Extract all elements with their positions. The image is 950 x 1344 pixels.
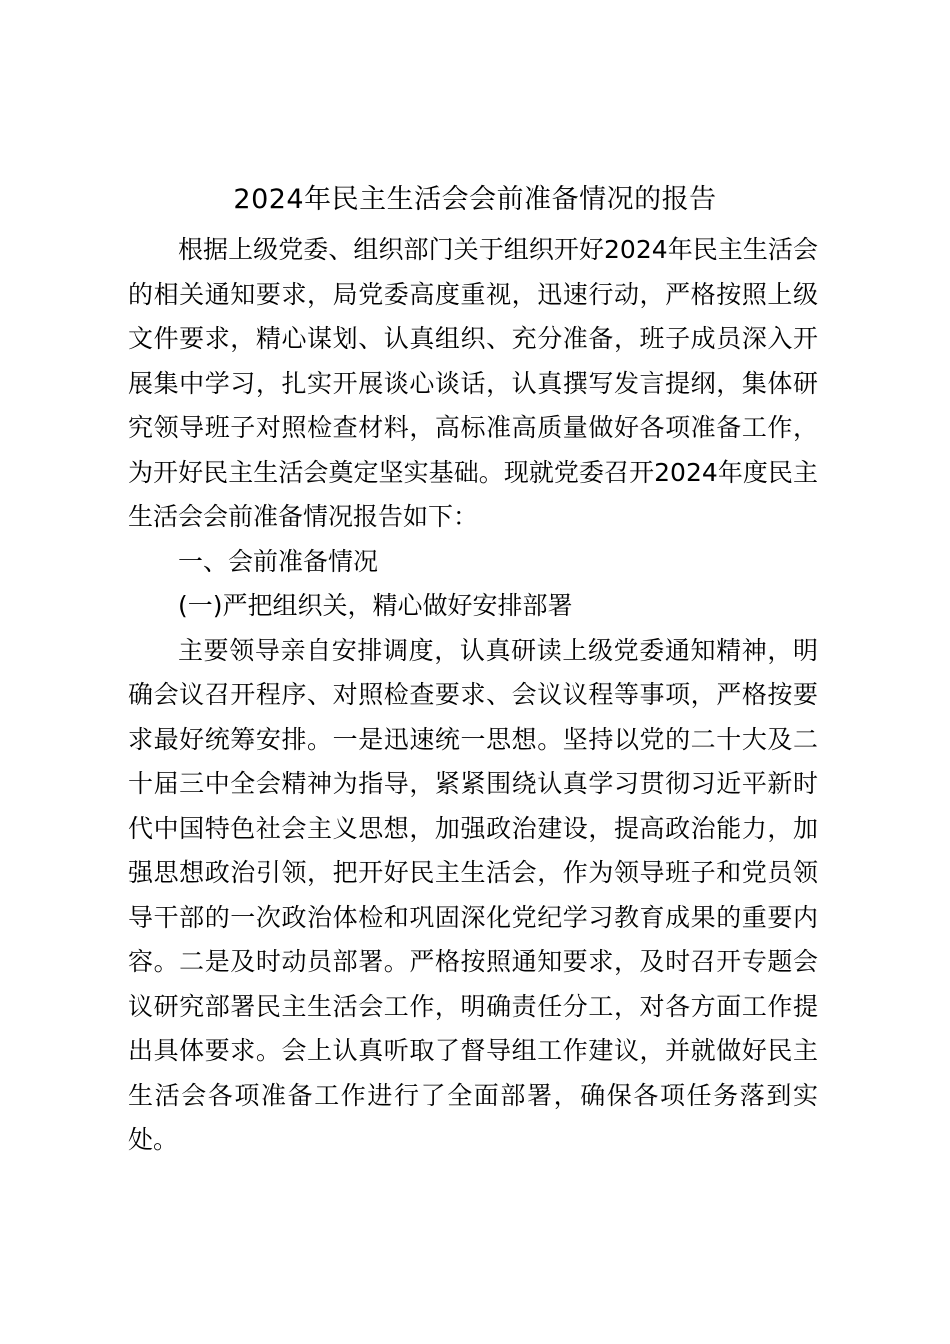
document-title: 2024年民主生活会会前准备情况的报告: [233, 184, 717, 215]
section-heading-1: 一、会前准备情况: [178, 546, 379, 576]
intro-paragraph: 根据上级党委、组织部门关于组织开好2024年民主生活会的相关通知要求，局党委高度重视，迅速行动，严格按照上级文件要求，精心谋划、认真组织、充分准备，班子成员深入开展集中学习，扎实开展谈心谈话，认真撰写发言提纲，集体研究领导班子对照检查材料，高标准高质量做好各项准备工作，为开好民主生活会奠定坚实基础。现就党委召开2024年度民主生活会会前准备情况报告如下：: [128, 235, 818, 531]
document-body: [128, 228, 818, 1163]
subsection-heading-1: (一)严把组织关，精心做好安排部署: [178, 591, 573, 620]
subsection-body-1: 主要领导亲自安排调度，认真研读上级党委通知精神，明确会议召开程序、对照检查要求、会议议程等事项，严格按要求最好统筹安排。一是迅速统一思想。坚持以党的二十大及二十届三中全会精神为指导，紧紧围绕认真学习贯彻习近平新时代中国特色社会主义思想，加强政治建设，提高政治能力，加强思想政治引领，把开好民主生活会，作为领导班子和党员领导干部的一次政治体检和巩固深化党纪学习教育成果的重要内容。二是及时动员部署。严格按照通知要求，及时召开专题会议研究部署民主生活会工作，明确责任分工，对各方面工作提出具体要求。会上认真听取了督导组工作建议，并就做好民主生活会各项准备工作进行了全面部署，确保各项任务落到实处。: [128, 635, 818, 1154]
